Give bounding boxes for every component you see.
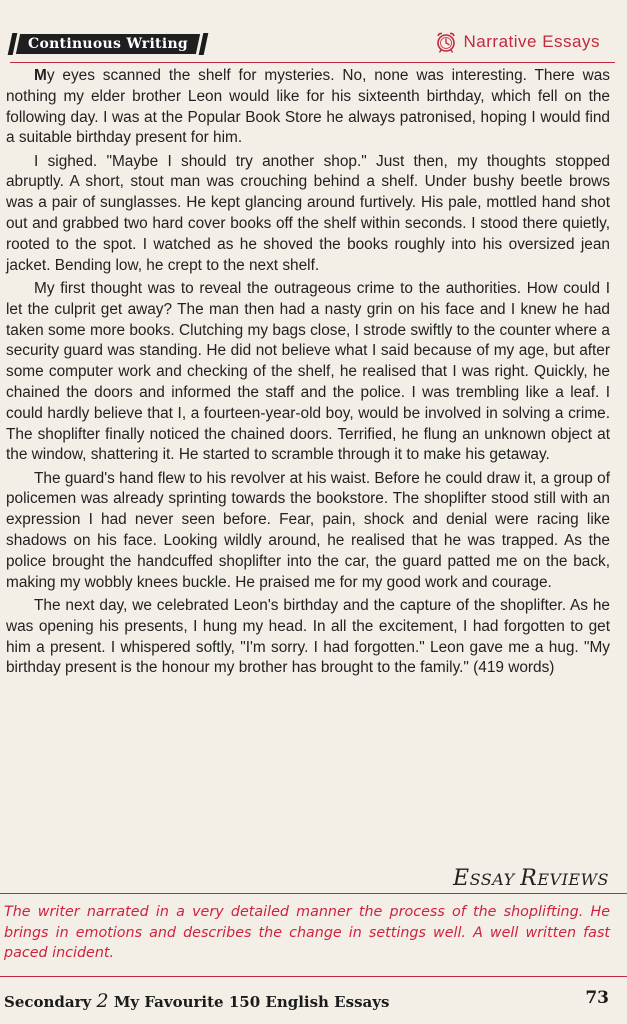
review-heading-eviews: EVIEWS <box>537 870 609 889</box>
essay-paragraph-4: The guard's hand flew to his revolver at his waist. Before he could draw it, a group of policemen was already sprinting towards the bookstore. The shoplifter stood still with an expression I had never seen before. Fear, pain, shock and denial were racing like shadows on his face. Looking wildly around, he realised that he was trapped. As the police brought the handcuffed shoplifter into the car, the guard patted me on the back, making my wobbly knees buckle. He praised me for my good work and courage. <box>6 469 610 591</box>
book-title-part-2: My Favourite <box>113 993 224 1011</box>
book-title-part-3: English Essays <box>265 993 390 1011</box>
section-label-box <box>16 34 200 54</box>
book-title-level: 2 <box>96 990 109 1012</box>
essay-paragraph-3: My first thought was to reveal the outrageous crime to the authorities. How could I let the culprit get away? The man then had a nasty grin on his face and I knew he had taken some more books. Clutching my bags close, I strode swiftly to the counter where a security guard was standing. He did not believe what I said because of my age, but after some computer work and checking of the shelf, he realised that I was right. Quickly, he chained the doors and informed the staff and the police. I was trembling like a leaf. I could hardly believe that I, a fourteen-year-old boy, would be involved in solving a crime. The shoplifter finally noticed the chained doors. Terrified, he flung an unknown object at the window, shattering it. He started to scramble through it to make his getaway. <box>6 279 610 464</box>
section-label: Continuous Writing <box>28 36 189 52</box>
review-heading-r: R <box>520 866 538 891</box>
review-divider <box>0 893 627 894</box>
review-text: The writer narrated in a very detailed manner the process of the shoplifting. He brings in emotions and describes the change in settings well. A well written fast paced incident. <box>4 904 610 961</box>
section-badge <box>10 32 206 56</box>
page-number: 73 <box>585 988 609 1008</box>
page-header <box>10 28 610 60</box>
essay-paragraph-2: I sighed. "Maybe I should try another shop." Just then, my thoughts stopped abruptly. A short, stout man was crouching behind a shelf. Under bushy beetle brows was a pair of sunglasses. He kept glancing around furtively. His pale, mottled hand shot out and grabbed two hard cover books off the shelf within seconds. I stood there quietly, rooted to the spot. I watched as he shoved the books roughly into his oversized jean jacket. Bending low, he crept to the next shelf. <box>6 152 610 274</box>
review-heading-ssay: SSAY <box>469 870 515 889</box>
essay-reviews-heading <box>453 866 609 891</box>
header-divider <box>10 62 615 63</box>
essay-paragraph-5: The next day, we celebrated Leon's birthday and the capture of the shoplifter. As he was opening his presents, I hung my head. In all the excitement, I had forgotten to get him a present. I whispered softly, "I'm sorry. I had forgotten." Leon gave me a hug. "My birthday present is the honour my brother has brought to the family." (419 words) <box>6 596 610 677</box>
book-title-count: 150 <box>228 993 261 1011</box>
book-title-part-1: Secondary <box>4 993 92 1011</box>
footer-divider <box>0 976 627 977</box>
category-label: Narrative Essays <box>463 32 600 51</box>
essay-body <box>6 66 610 682</box>
category-heading <box>434 30 600 54</box>
book-title <box>4 990 389 1012</box>
alarm-clock-icon <box>434 30 458 54</box>
review-heading-e: E <box>453 866 470 891</box>
badge-right-bar <box>199 33 209 55</box>
essay-paragraph-1: My eyes scanned the shelf for mysteries. No, none was interesting. There was nothing my elder brother Leon would like for his sixteenth birthday, which fell on the following day. I was at the Popular Book Store he always patronised, hoping I would find a suitable birthday present for him. <box>6 67 610 147</box>
